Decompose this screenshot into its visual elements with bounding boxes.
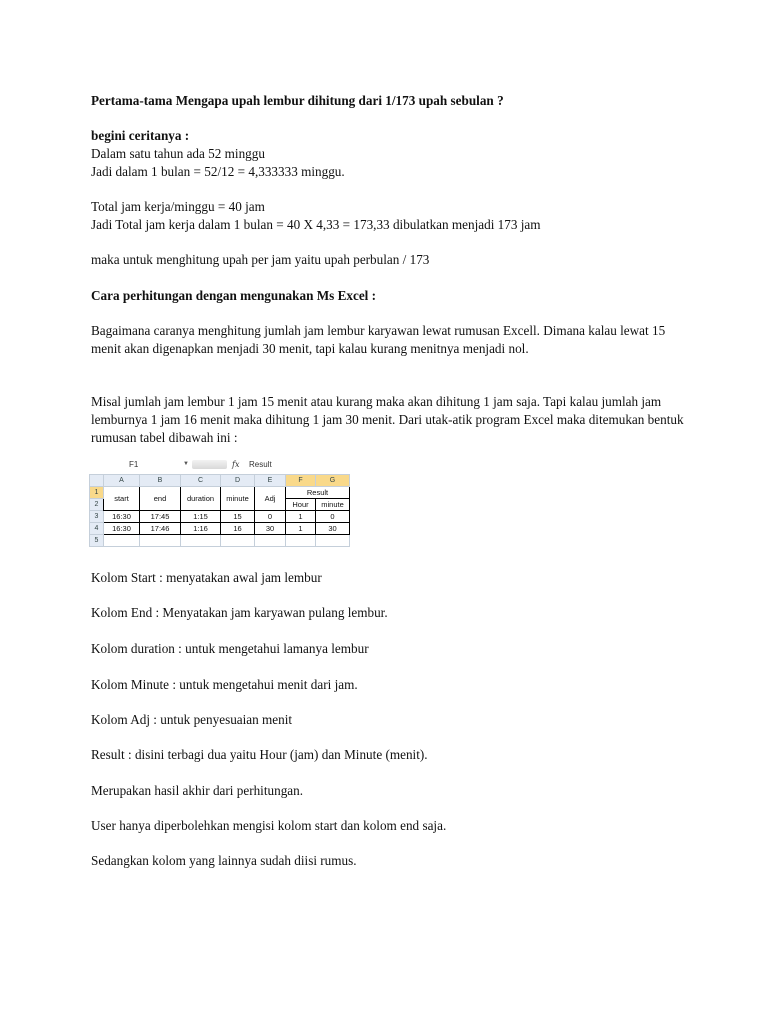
page-heading: Pertama-tama Mengapa upah lembur dihitung dari 1/173 upah sebulan ? — [91, 93, 504, 108]
text-line: Jadi Total jam kerja dalam 1 bulan = 40 X 4,33 = 173,33 dibulatkan menjadi 173 jam — [91, 217, 541, 232]
excel-col-header: D — [221, 475, 255, 487]
note-line: Kolom Adj : untuk penyesuaian menit — [91, 712, 293, 727]
paragraph: Misal jumlah jam lembur 1 jam 15 menit atau kurang maka akan dihitung 1 jam saja. Tapi kalau jumlah jam lemburnya 1 jam 16 menit maka dihitung 1 jam 30 menit. Dari utak-atik program Excel maka ditemukan bentuk rumusan tabel dibawah ini : — [91, 394, 684, 445]
excel-col-header: A — [104, 475, 140, 487]
excel-cell: 30 — [316, 523, 350, 535]
excel-header-cell: Adj — [255, 487, 286, 511]
excel-cell: 0 — [255, 511, 286, 523]
excel-cell: 0 — [316, 511, 350, 523]
excel-cell — [104, 535, 140, 547]
excel-cell: 16 — [221, 523, 255, 535]
excel-cell: 17:46 — [140, 523, 181, 535]
excel-name-box: F1 — [129, 460, 139, 469]
excel-col-header: E — [255, 475, 286, 487]
excel-cell — [221, 535, 255, 547]
excel-cell — [316, 535, 350, 547]
excel-row — [90, 487, 350, 499]
excel-header-cell: end — [140, 487, 181, 511]
excel-row — [90, 535, 350, 547]
fx-icon: fx — [232, 460, 240, 469]
paragraph: Bagaimana caranya menghitung jumlah jam lembur karyawan lewat rumusan Excell. Dimana kalau lewat 15 menit akan digenapkan menjadi 30 menit, tapi kalau kurang menitnya menjadi nol. — [91, 323, 666, 356]
excel-header-cell: start — [104, 487, 140, 511]
note-line: Kolom End : Menyatakan jam karyawan pulang lembur. — [91, 605, 388, 620]
excel-cell — [181, 535, 221, 547]
excel-row — [90, 523, 350, 535]
excel-cell: 1:16 — [181, 523, 221, 535]
excel-cell: 1:15 — [181, 511, 221, 523]
excel-row-header: 5 — [90, 535, 104, 547]
note-line: Kolom duration : untuk mengetahui lamanya lembur — [91, 641, 369, 656]
note-line: User hanya diperbolehkan mengisi kolom start dan kolom end saja. — [91, 818, 447, 833]
excel-column-header-row — [90, 475, 350, 487]
note-line: Kolom Minute : untuk mengetahui menit dari jam. — [91, 677, 358, 692]
excel-row-header: 2 — [90, 499, 104, 511]
section-title: Cara perhitungan dengan mengunakan Ms Excel : — [91, 288, 377, 303]
excel-cell — [255, 535, 286, 547]
intro-title: begini ceritanya : — [91, 128, 190, 143]
excel-col-header: B — [140, 475, 181, 487]
excel-col-header: G — [316, 475, 350, 487]
excel-screenshot — [89, 457, 373, 551]
excel-cell — [286, 535, 316, 547]
excel-row-header: 4 — [90, 523, 104, 535]
excel-row-header: 1 — [90, 487, 104, 499]
note-line: Kolom Start : menyatakan awal jam lembur — [91, 570, 322, 585]
excel-cell: 15 — [221, 511, 255, 523]
excel-result-header: Result — [286, 487, 350, 499]
text-line: Dalam satu tahun ada 52 minggu — [91, 146, 265, 161]
formula-bar-buttons — [192, 460, 227, 469]
excel-cell: 1 — [286, 523, 316, 535]
excel-header-cell: minute — [221, 487, 255, 511]
note-line: Result : disini terbagi dua yaitu Hour (jam) dan Minute (menit). — [91, 747, 428, 762]
note-line: Sedangkan kolom yang lainnya sudah diisi rumus. — [91, 853, 357, 868]
excel-col-header: C — [181, 475, 221, 487]
text-line: Total jam kerja/minggu = 40 jam — [91, 199, 265, 214]
excel-cell: 30 — [255, 523, 286, 535]
excel-row-header: 3 — [90, 511, 104, 523]
excel-col-header: F — [286, 475, 316, 487]
note-line: Merupakan hasil akhir dari perhitungan. — [91, 783, 304, 798]
excel-cell: 1 — [286, 511, 316, 523]
excel-cell: 17:45 — [140, 511, 181, 523]
excel-cell — [140, 535, 181, 547]
excel-corner — [90, 475, 104, 487]
excel-grid — [89, 474, 350, 547]
text-line: maka untuk menghitung upah per jam yaitu upah perbulan / 173 — [91, 252, 430, 267]
excel-row — [90, 511, 350, 523]
text-line: Jadi dalam 1 bulan = 52/12 = 4,333333 minggu. — [91, 164, 345, 179]
excel-cell: 16:30 — [104, 523, 140, 535]
excel-header-cell: minute — [316, 499, 350, 511]
excel-header-cell: duration — [181, 487, 221, 511]
excel-formula-bar — [89, 457, 373, 472]
excel-formula-value: Result — [249, 460, 272, 469]
dropdown-arrow-icon: ▼ — [183, 461, 189, 467]
excel-header-cell: Hour — [286, 499, 316, 511]
excel-cell: 16:30 — [104, 511, 140, 523]
